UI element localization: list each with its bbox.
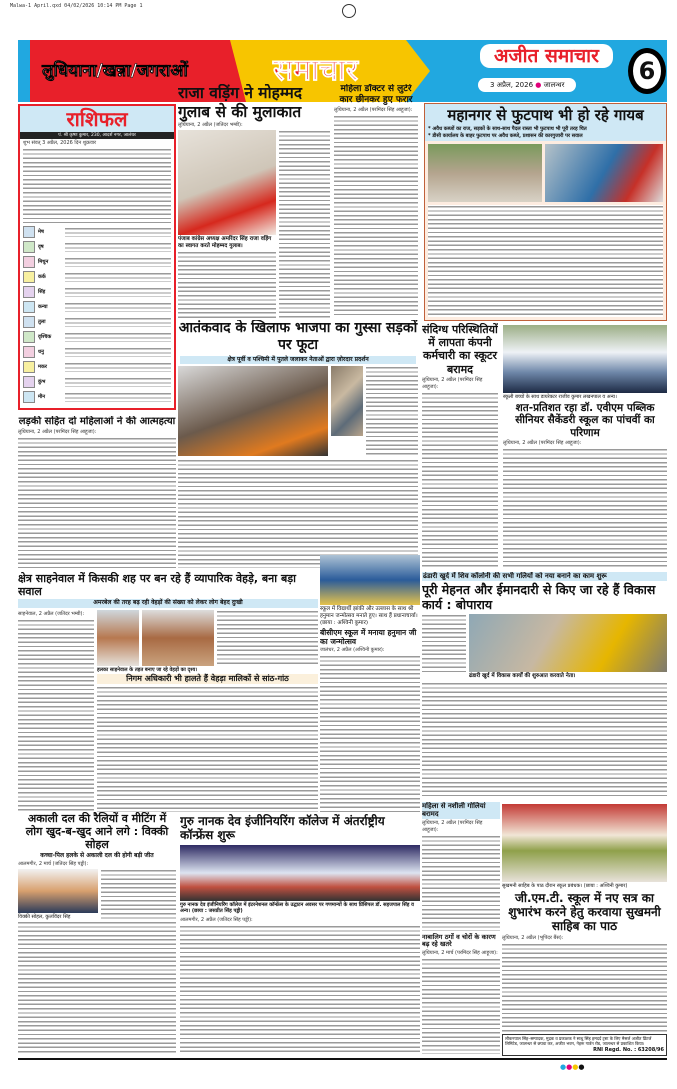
school-photo bbox=[503, 325, 667, 393]
sign-name: धनु bbox=[38, 349, 44, 355]
nigam-headline: निगम अधिकारी भी हालते हैं वेहड़ा मालिकों से सांठ-गांठ bbox=[97, 674, 318, 684]
zodiac-icon bbox=[23, 376, 35, 388]
warring-photo bbox=[178, 130, 276, 235]
rashifal-author: पं. श्री कृष्ण कुमार, 230, आदर्श नगर, जालंधर bbox=[20, 132, 174, 139]
warring-caption: पंजाब कांग्रेस अध्यक्ष अमरिंदर सिंह राजा वड़िंग का स्वागत करते मोहम्मद गुलाब। bbox=[178, 236, 272, 250]
gne-caption: गुरु नानक देव इंजीनियरिंग कॉलेज में इंटरनेशनल कॉन्फ्रेंस के उद्घाटन अवसर पर गणमान्यों के साथ प्रिंसिपल डॉ. सहजपाल सिंह व अन्य। (छाया : जसप्रीत सिंह पड्डी) bbox=[180, 901, 414, 915]
akali-dateline: आलमगीर, 2 मार्च (जतिंदर सिंह पड्डी): bbox=[18, 860, 89, 867]
scooter-headline: संदिग्ध परिस्थितियों में लापता कंपनी कर्मचारी का स्कूटर बरामद bbox=[422, 323, 498, 376]
rashifal-sign bbox=[23, 286, 171, 298]
sign-name: मिथुन bbox=[38, 259, 49, 265]
sahnewal-subheadline: अमरबेल की तरह बढ़ रही वेहड़ों की संख्या को लेकर लोग बेहद दुःखी bbox=[18, 599, 318, 607]
sahnewal-headline: क्षेत्र साहनेवाल में किसकी शह पर बन रहे हैं व्यापारिक वेहड़े, बना बड़ा सवाल bbox=[18, 572, 296, 599]
page-number: 6 bbox=[628, 48, 666, 94]
gne-photo bbox=[180, 845, 420, 901]
rashifal-sign bbox=[23, 271, 171, 283]
bottom-rule bbox=[18, 1058, 667, 1060]
rashifal-sign bbox=[23, 301, 171, 313]
pills-dateline: लुधियाना, 2 अप्रैल (परमिंदर सिंह आहूजा): bbox=[422, 819, 483, 833]
sahnewal-dateline: साहनेवाल, 2 अप्रैल (जतिंदर भम्बी): bbox=[18, 610, 85, 617]
doctor-dateline: लुधियाना, 2 अप्रैल (परमिंदर सिंह आहूजा): bbox=[334, 106, 413, 113]
zodiac-icon bbox=[23, 271, 35, 283]
hanuman-photo bbox=[320, 555, 420, 605]
rashifal-sign bbox=[23, 346, 171, 358]
sign-name: मीन bbox=[38, 394, 46, 400]
zodiac-icon bbox=[23, 331, 35, 343]
dot-icon: ● bbox=[535, 81, 542, 89]
rashifal-sign bbox=[23, 376, 171, 388]
rashifal-sign bbox=[23, 256, 171, 268]
boparai-photo bbox=[469, 614, 667, 672]
registration-mark bbox=[342, 4, 356, 18]
akali-headline: अकाली दल की रैलियों व मीटिंग में लोग खुद-ब-खुद आने लगे : विक्की सोहल bbox=[25, 812, 169, 852]
sign-name: कर्क bbox=[38, 274, 46, 280]
bjp-headline: आतंकवाद के खिलाफ भाजपा का गुस्सा सड़कों पर फूटा bbox=[178, 320, 418, 353]
doctor-headline: महिला डॉक्टर से लुटेरे कार छीनकर हुए फरार bbox=[339, 84, 413, 105]
footpath-bullet: * अवैध कब्जों का राज, सड़कों के साथ-साथ पैदल रास्ता भी फुटपाथ भी पूरी तरह चित bbox=[425, 126, 666, 133]
section-title: लुधियाना/खन्ना/जगराओं bbox=[42, 61, 188, 81]
rashifal-sign bbox=[23, 316, 171, 328]
bjp-subheadline: क्षेत्र पूर्वी व पश्चिमी में पुतले जलाकर नेताओं द्वारा ज़ोरदार प्रदर्शन bbox=[180, 356, 416, 364]
sign-name: मकर bbox=[38, 364, 47, 370]
sign-name: तुला bbox=[38, 319, 46, 325]
paper-name: अजीत समाचार bbox=[480, 44, 613, 68]
akali-photo bbox=[18, 869, 98, 913]
zodiac-icon bbox=[23, 346, 35, 358]
boparai-kicker: ढंडारी खुर्द में शिव कॉलोनी की सभी गलियों को नया बनाने का काम शुरू bbox=[422, 572, 667, 581]
rni-number: RNI Regd. No. : 63208/96 bbox=[593, 1047, 664, 1053]
print-slug: Malwa-1 April.qxd 04/02/2026 10:14 PM Page 1 bbox=[10, 3, 143, 9]
scooter-dateline: लुधियाना, 2 अप्रैल (परमिंदर सिंह आहूजा): bbox=[422, 376, 483, 390]
school-headline: शत-प्रतिशत रहा डॉ. एवीएम पब्लिक सीनियर सैकेंडरी स्कूल का पांचवीं का परिणाम bbox=[515, 401, 655, 439]
sign-name: कुंभ bbox=[38, 379, 46, 385]
footpath-photo bbox=[428, 144, 542, 202]
sign-name: कन्या bbox=[38, 304, 48, 310]
zodiac-icon bbox=[23, 391, 35, 403]
imprint-box bbox=[502, 1034, 667, 1056]
sign-name: सिंह bbox=[38, 289, 46, 295]
zodiac-icon bbox=[23, 316, 35, 328]
footpath-photo bbox=[545, 144, 663, 202]
suicide-headline: लड़की सहित दो महिलाओं ने की आत्महत्या bbox=[18, 416, 176, 427]
school-caption: स्कूली बच्चों के साथ डायरेक्टर राजीव कुमार लखनपाल व अन्य। bbox=[503, 394, 617, 400]
boparai-headline: पूरी मेहनत और ईमानदारी से किए जा रहे हैं विकास कार्य : बोपाराय bbox=[422, 582, 656, 613]
pills-headline: महिला से नशीली गोलियां बरामद bbox=[422, 802, 500, 819]
hanuman-caption: स्कूल में विद्यार्थी झांकी और उल्लास के साथ श्री हनुमान जन्मोत्सव मनाते हुए। साथ हैं प्रधानाचार्या। (छाया : अश्विनी कुमार) bbox=[320, 606, 418, 627]
hanuman-headline: बीसीएम स्कूल में मनाया हनुमान जी का जन्मोत्सव bbox=[320, 628, 417, 647]
zodiac-icon bbox=[23, 256, 35, 268]
suicide-dateline: लुधियाना, 2 अप्रैल (परमिंदर सिंह आहूजा): bbox=[18, 429, 97, 435]
boparai-caption: ढंडारी खुर्द में विकास कार्यों की शुरुआत करवाते नेता। bbox=[469, 673, 576, 680]
date-pill bbox=[478, 78, 576, 92]
zodiac-icon bbox=[23, 226, 35, 238]
zodiac-icon bbox=[23, 241, 35, 253]
color-bar: ●●●● bbox=[560, 1063, 585, 1071]
zodiac-icon bbox=[23, 286, 35, 298]
gmt-dateline: लुधियाना, 2 अप्रैल (भूपिंदर बैंस): bbox=[502, 934, 564, 941]
footpath-bullet: * डीसी कार्यालय के बाहर फुटपाथ पर अवैध कब्जे, प्रशासन की कारगुजारी पर सवाल bbox=[425, 133, 666, 141]
sahnewal-caption: हलका साहनेवाल के तहत बनाए जा रहे वेहड़ों का दृश्य। bbox=[97, 666, 198, 673]
zodiac-icon bbox=[23, 301, 35, 313]
pills-photo bbox=[502, 804, 667, 882]
gmt-kicker: सुखमनी साहिब के पाठ दौरान स्कूल प्रबंधक। (छाया : अश्विनी कुमार) bbox=[502, 883, 628, 889]
gne-dateline: आलमगीर, 2 अप्रैल (जतिंदर सिंह पड्डी): bbox=[180, 916, 253, 923]
sahnewal-photo bbox=[97, 610, 139, 666]
sign-name: मेष bbox=[38, 229, 44, 235]
rashifal-sign bbox=[23, 241, 171, 253]
rashifal-sign bbox=[23, 226, 171, 238]
gne-headline: गुरु नानक देव इंजीनियरिंग कॉलेज में अंतर्राष्ट्रीय कॉन्फ्रेंस शुरू bbox=[180, 814, 385, 843]
issue-city: जालन्धर bbox=[543, 81, 565, 89]
rashifal-sign bbox=[23, 331, 171, 343]
rashifal-sign bbox=[23, 391, 171, 403]
sign-name: वृश्चिक bbox=[38, 334, 52, 340]
bjp-photo bbox=[178, 366, 328, 456]
rashifal-dateline: शुभ संवत् 3 अप्रैल, 2026 दिन शुक्रवार bbox=[23, 140, 97, 146]
rashifal-title: राशिफल bbox=[20, 106, 174, 132]
footpath-headline: महानगर से फुटपाथ भी हो रहे गायब bbox=[425, 104, 666, 126]
footpath-box bbox=[424, 103, 667, 321]
theft-dateline: लुधियाना, 2 मार्च (परमिंदर सिंह आहूजा): bbox=[422, 950, 498, 957]
rashifal-box bbox=[18, 104, 176, 410]
bjp-photo bbox=[331, 366, 363, 436]
akali-subheadline: कच्चा-पिल हलके से अकाली दल की होगी बड़ी जीत bbox=[40, 851, 154, 859]
issue-date: 3 अप्रैल, 2026 bbox=[490, 81, 534, 89]
warring-headline: राजा वड़िंग ने मोहम्मद गुलाब से की मुलाकात bbox=[178, 84, 302, 121]
sign-name: वृष bbox=[38, 244, 44, 250]
zodiac-icon bbox=[23, 361, 35, 373]
warring-dateline: लुधियाना, 2 अप्रैल (जतिंदर भम्बी): bbox=[178, 122, 243, 129]
imprint-text: लीकनपाल सिंह–सम्पादक, मुद्रक व प्रकाशक ने साधु सिंह हमदर्द ट्रस्ट के लिए मैसर्ज अजीत प्रिंटर्ज लिमिटेड, जालन्धर से छपवा कर, अजीत भवन, नेहरू गार्डन रोड, जालन्धर से प्रकाशित किया। bbox=[505, 1035, 652, 1047]
theft-headline: नाबालिग ठगों व चोरों के कारण बढ़ रहे खतरे bbox=[422, 932, 496, 949]
gmt-headline: जी.एम.टी. स्कूल में नए सत्र का शुभारंभ करने हेतु करवाया सुखमनी साहिब का पाठ bbox=[508, 890, 661, 934]
hanuman-dateline: जालंधर, 2 अप्रैल (अश्विनी कुमार): bbox=[320, 647, 385, 654]
school-dateline: लुधियाना, 2 अप्रैल (परमिंदर सिंह आहूजा): bbox=[503, 440, 582, 447]
rashifal-sign bbox=[23, 361, 171, 373]
masthead-title: समाचार bbox=[273, 53, 359, 88]
sahnewal-photo bbox=[142, 610, 214, 666]
akali-caption: विक्की सोहल, कुलविंदर सिंह bbox=[18, 913, 71, 920]
